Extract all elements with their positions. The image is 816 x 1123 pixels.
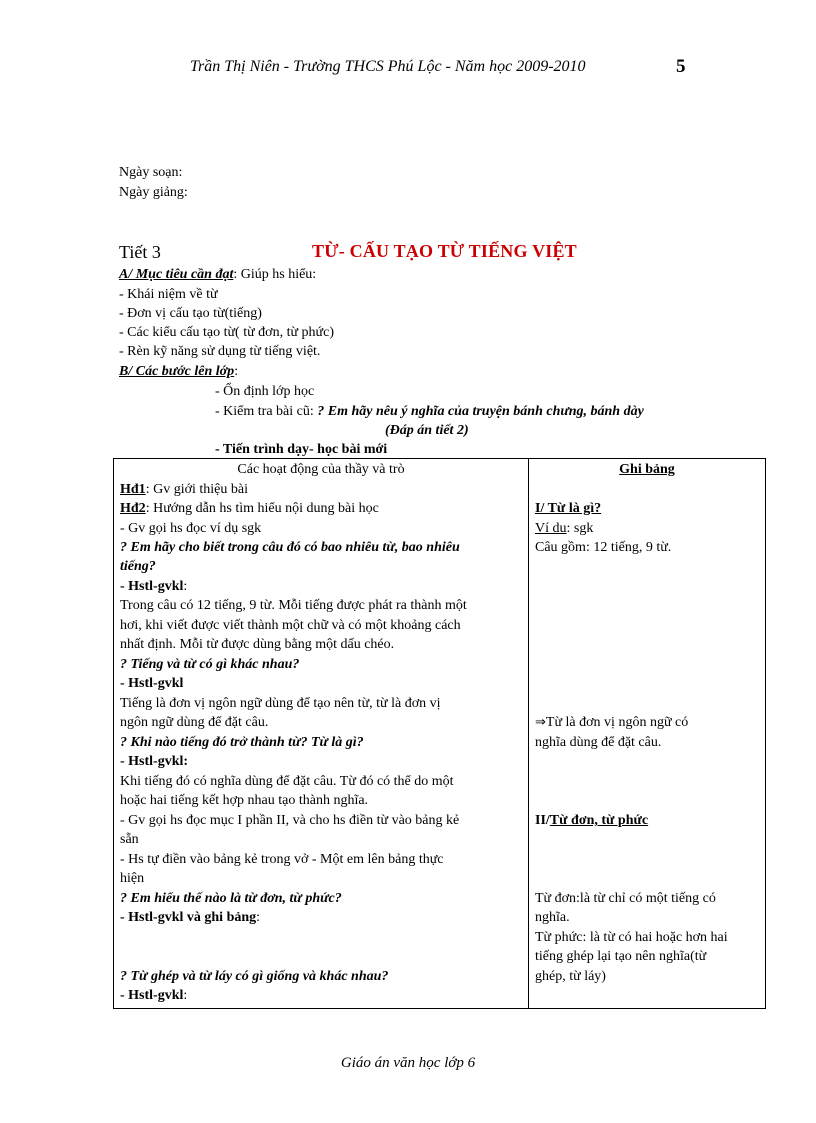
steps-heading: B/ Các bước lên lớp (119, 364, 235, 379)
activity-text: nhất định. Mỗi từ được dùng bằng một dấu chéo. (120, 637, 395, 652)
ngay-soan: Ngày soạn: (119, 165, 183, 180)
hstl-label: - Hstl-gvkl (120, 676, 184, 691)
steps-heading-suffix: : (234, 364, 239, 379)
board-text: Từ đơn:là từ chỉ có một tiếng có (535, 891, 716, 906)
activity-text: ngôn ngữ dùng để đặt câu. (120, 715, 269, 730)
definition-line (535, 713, 759, 732)
example-line (535, 519, 759, 538)
objectives-intro: : Giúp hs hiểu: (233, 267, 317, 282)
activity-text: sẵn (120, 832, 139, 847)
lesson-title: TỪ- CẤU TẠO TỪ TIẾNG VIỆT (312, 241, 577, 261)
question-text: ? Khi nào tiếng đó trở thành từ? Từ là gì? (120, 735, 364, 750)
section-2-prefix: II/ (535, 813, 550, 828)
steps-heading-line (119, 364, 238, 380)
board-header: Ghi bảng (619, 462, 675, 477)
dap-an: (Đáp án tiết 2) (385, 423, 469, 438)
hstl-label: - Hstl-gvkl (120, 579, 184, 594)
activities-header: Các hoạt động của thầy và trò (237, 462, 405, 477)
lesson-number: Tiết 3 (119, 242, 161, 262)
hstl-line (120, 577, 522, 596)
hd1-line (120, 480, 522, 499)
hstl-label: - Hstl-gvkl (120, 988, 184, 1003)
board-text: nghĩa dùng để đặt câu. (535, 735, 662, 750)
objectives-heading: A/ Mục tiêu cần đạt (119, 267, 234, 282)
page-number: 5 (676, 56, 686, 77)
objective-item: - Các kiểu cấu tạo từ( từ đơn, từ phức) (119, 325, 335, 340)
board-text: tiếng ghép lại tạo nên nghĩa(từ (535, 949, 707, 964)
activity-text: - Gv gọi hs đọc mục I phần II, và cho hs điền từ vào bảng kẻ (120, 813, 460, 828)
hstl-line (120, 908, 522, 927)
hd2-text: : Hướng dẫn hs tìm hiểu nội dung bài học (145, 501, 379, 516)
board-text: Từ phức: là từ có hai hoặc hơn hai (535, 930, 728, 945)
hd2-line (120, 499, 522, 518)
kiem-tra-question: ? Em hãy nêu ý nghĩa của truyện bánh chưng, bánh dày (317, 404, 644, 419)
example-label: Ví du (535, 521, 567, 536)
hstl-label: - Hstl-gvkl và ghi bảng (120, 910, 257, 925)
activity-text: hoặc hai tiếng kết hợp nhau tạo thành nghĩa. (120, 793, 369, 808)
definition-text: Từ là đơn vị ngôn ngữ có (545, 715, 689, 730)
activities-column (114, 459, 529, 1009)
page-footer: Giáo án văn học lớp 6 (340, 1055, 476, 1071)
section-2-title: Từ đơn, từ phức (549, 813, 649, 828)
hstl-suffix: : (183, 988, 188, 1003)
objective-item: - Đơn vị cấu tạo từ(tiếng) (119, 306, 262, 321)
question-text: ? Em hãy cho biết trong câu đó có bao nhiêu từ, bao nhiêu (120, 540, 460, 555)
hstl-suffix: : (183, 579, 188, 594)
hstl-label: - Hstl-gvkl: (120, 754, 189, 769)
question-text: ? Từ ghép và từ láy có gì giống và khác nhau? (120, 969, 389, 984)
activity-text: - Hs tự điền vào bảng kẻ trong vở - Một em lên bảng thực (120, 852, 444, 867)
lesson-table (113, 458, 766, 1009)
activity-text: Tiếng là đơn vị ngôn ngữ dùng để tạo nên từ, từ là đơn vị (120, 696, 441, 711)
question-text: tiếng? (120, 559, 156, 574)
section-2-title-line (535, 811, 759, 830)
objective-item: - Rèn kỹ năng sử dụng từ tiếng việt. (119, 344, 321, 359)
question-text: ? Em hiểu thế nào là từ đơn, từ phức? (120, 891, 342, 906)
activity-text: hiện (120, 871, 145, 886)
example-text: : sgk (566, 521, 594, 536)
tien-trinh: - Tiến trình dạy- học bài mới (215, 442, 388, 457)
board-text: nghĩa. (535, 910, 570, 925)
section-1-title: I/ Từ là gì? (535, 501, 602, 516)
activity-text: Trong câu có 12 tiếng, 9 từ. Mỗi tiếng được phát ra thành một (120, 598, 467, 613)
kiem-tra-line (215, 404, 644, 420)
implies-arrow-icon: ⇒ (535, 715, 546, 730)
hd1-text: : Gv giới thiệu bài (145, 482, 248, 497)
activity-text: hơi, khi viết được viết thành một chữ và có một khoảng cách (120, 618, 461, 633)
objectives-heading-line (119, 267, 316, 283)
kiem-tra-label: - Kiểm tra bài cũ: (215, 404, 318, 419)
hstl-line (120, 986, 522, 1005)
activity-text: Khi tiếng đó có nghĩa dùng để đặt câu. Từ đó có thể do một (120, 774, 454, 789)
hd2-label: Hđ2 (120, 501, 146, 516)
hstl-suffix: : (256, 910, 261, 925)
header-text: Trần Thị Niên - Trường THCS Phú Lộc - Năm học 2009-2010 (190, 58, 586, 75)
board-text: Câu gồm: 12 tiếng, 9 từ. (535, 540, 672, 555)
ngay-giang: Ngày giảng: (119, 185, 188, 200)
hd1-label: Hđ1 (120, 482, 146, 497)
objective-item: - Khái niệm về từ (119, 287, 218, 302)
on-dinh: - Ổn định lớp học (215, 384, 315, 399)
activity-text: - Gv gọi hs đọc ví dụ sgk (120, 521, 262, 536)
board-text: ghép, từ láy) (535, 969, 606, 984)
board-column (529, 459, 766, 1009)
question-text: ? Tiếng và từ có gì khác nhau? (120, 657, 300, 672)
